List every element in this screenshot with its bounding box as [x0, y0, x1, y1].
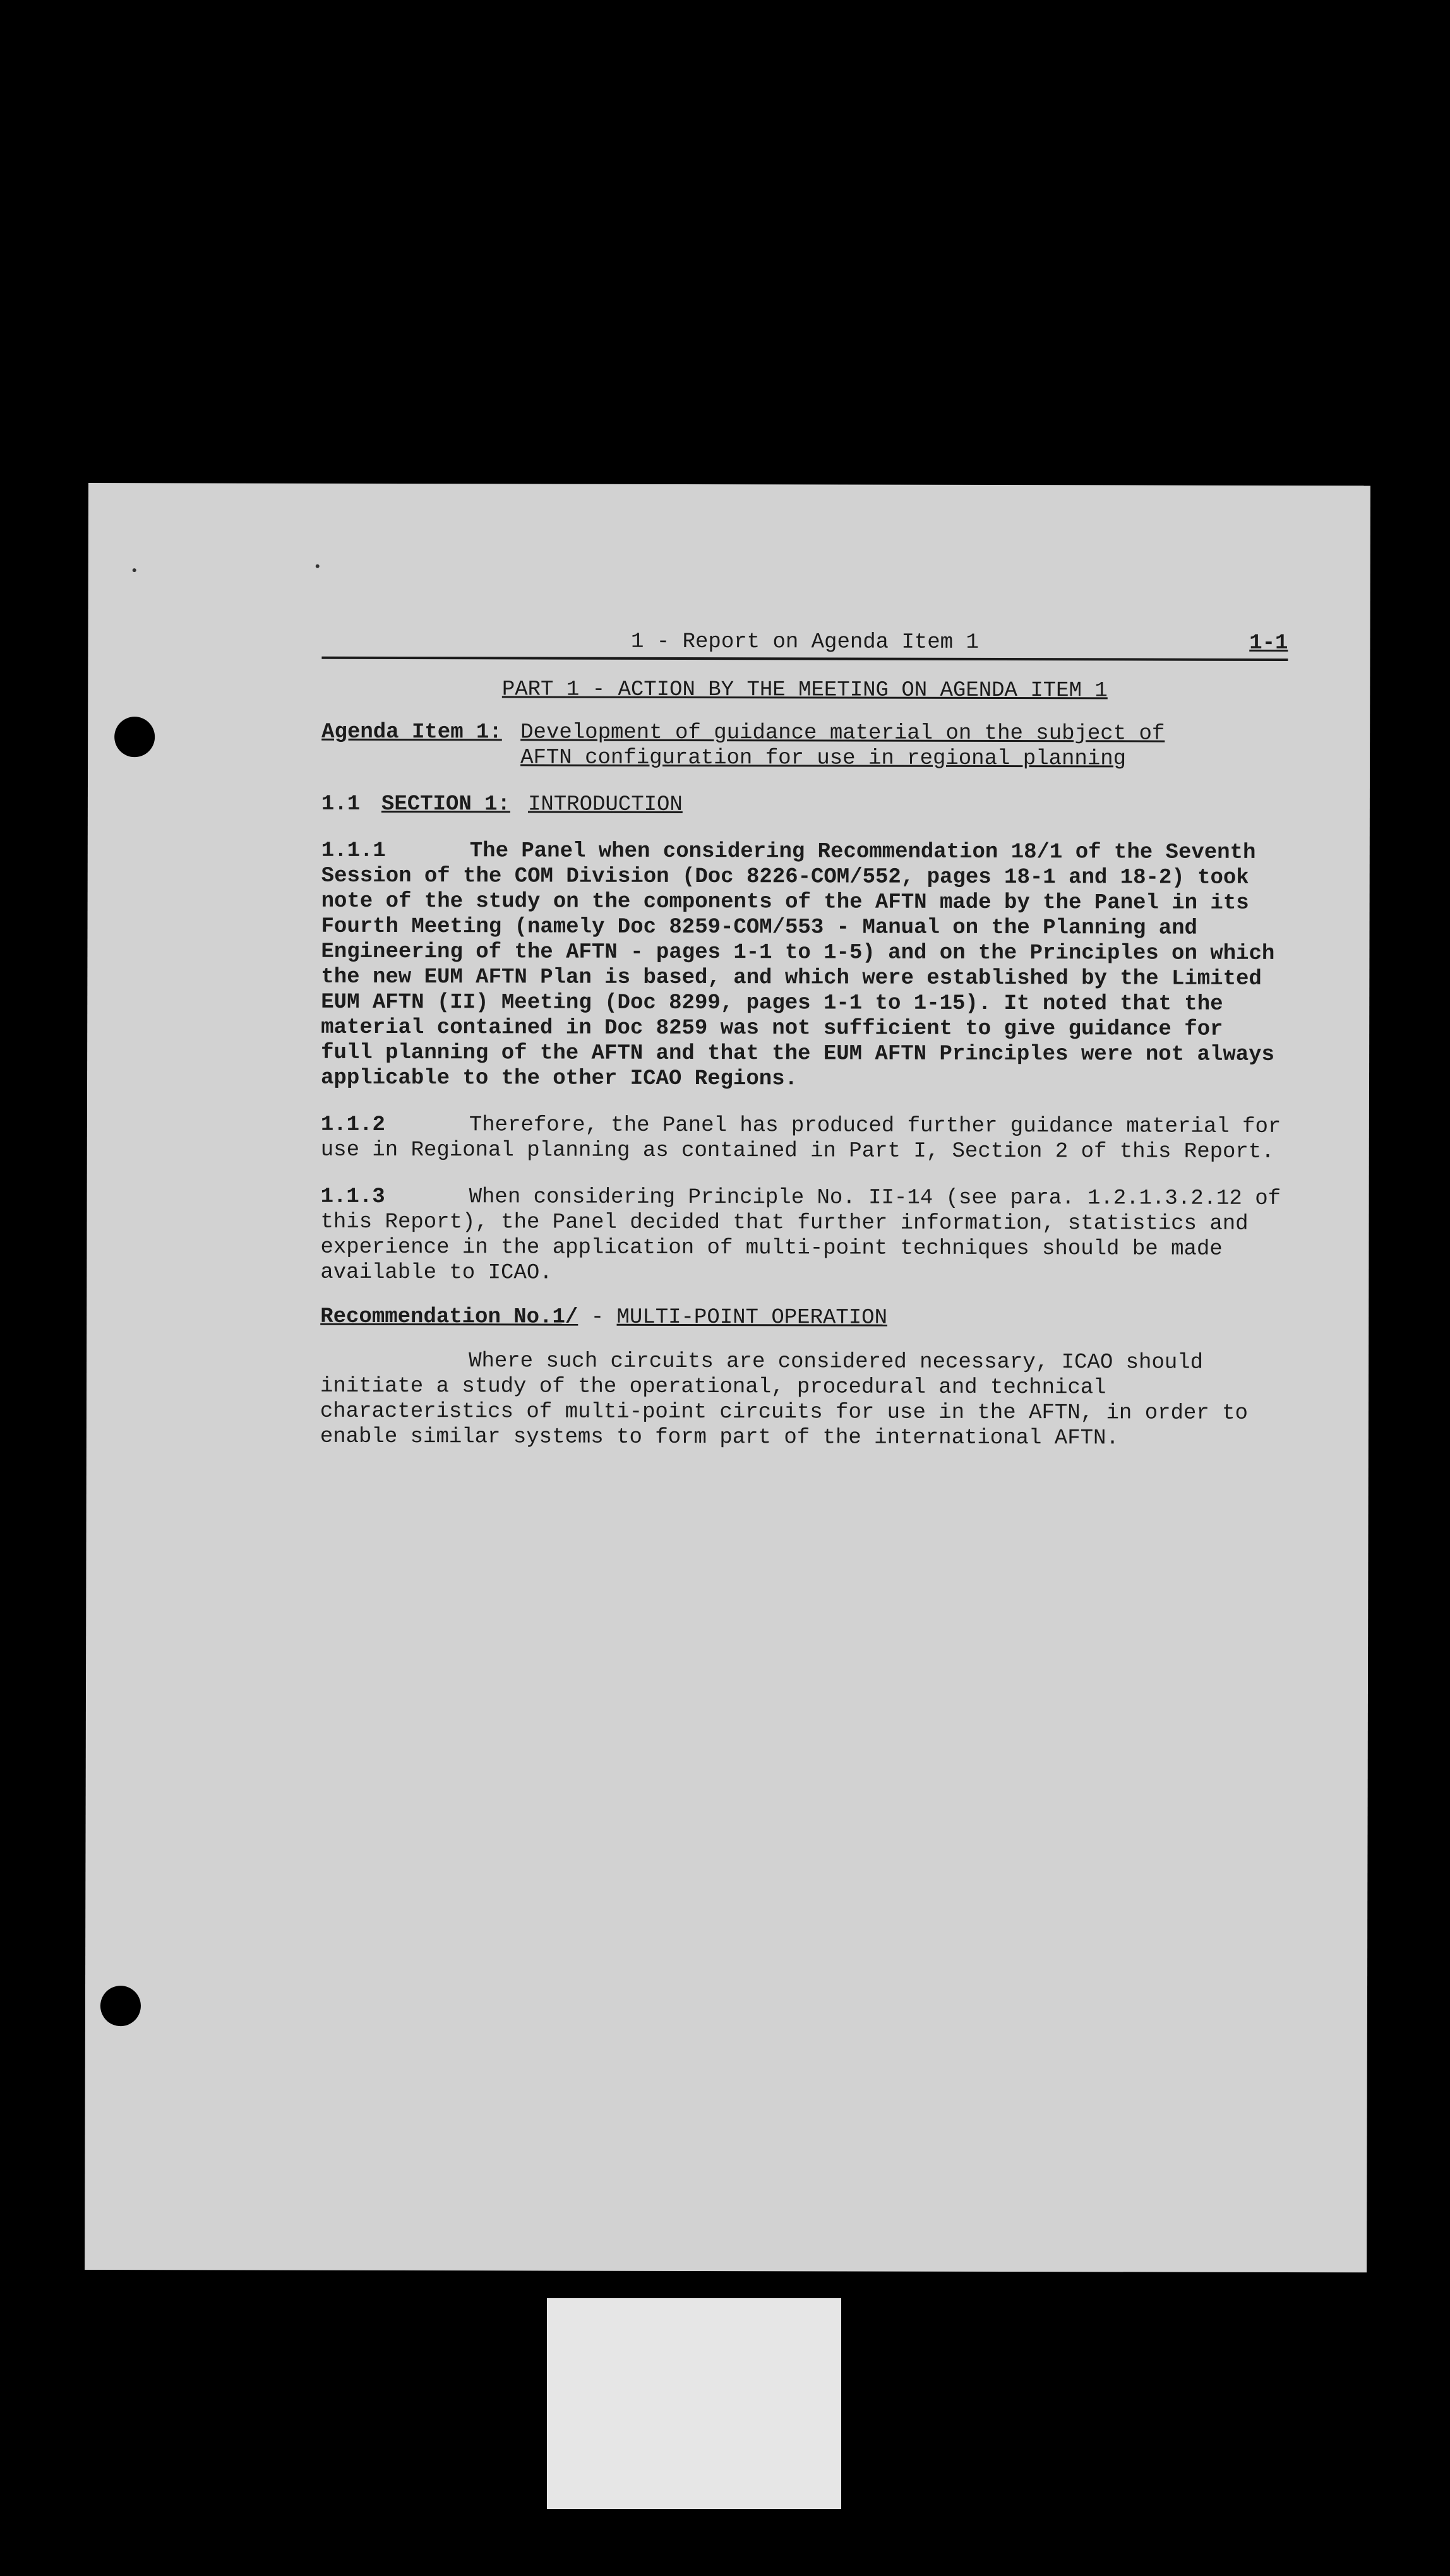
- paragraph-text: The Panel when considering Recommendation 18/1 of the Seventh Session of the COM Division (Doc 8226-COM/552, pages 18-1 and 18-2) took note of the study on the components of the AFTN made by the Panel in its Fourth Meeting (namely Doc 8259-COM/553 - Manual on the Planning and Engineering of the AFTN - pages 1-1 to 1-5) and on the Principles on which the new EUM AFTN Plan is based, and which were established by the Limited EUM AFTN (II) Meeting (Doc 8299, pages 1-1 to 1-15). It noted that the material contained in Doc 8259 was not sufficient to give guidance for full planning of the AFTN and that the EUM AFTN Principles were not always applicable to the other ICAO Regions.: [320, 839, 1275, 1092]
- section-title: INTRODUCTION: [527, 792, 683, 817]
- part-title-text: PART 1 - ACTION BY THE MEETING ON AGENDA ITEM 1: [501, 677, 1108, 703]
- paragraph: [321, 838, 1288, 1093]
- page-number: 1-1: [1249, 631, 1288, 655]
- section-label: SECTION 1:: [381, 792, 511, 817]
- section-heading: [321, 792, 1288, 819]
- section-number: 1.1: [321, 792, 361, 816]
- recommendation-label: Recommendation No.1/: [320, 1304, 578, 1330]
- paragraph-number: 1.1.1: [321, 838, 386, 863]
- agenda-item-label: Agenda Item 1:: [321, 720, 502, 745]
- blank-label-card: [547, 2298, 841, 2509]
- recommendation-title: MULTI-POINT OPERATION: [616, 1305, 888, 1330]
- recommendation-text: Where such circuits are considered necessary, ICAO should initiate a study of the operational, procedural and technical characteristics of multi-point circuits for use in the AFTN, in order to enable similar systems to form part of the international AFTN.: [320, 1349, 1249, 1451]
- header-title: 1 - Report on Agenda Item 1: [630, 629, 979, 655]
- paragraph: [321, 1112, 1287, 1165]
- paragraph-text: When considering Principle No. II-14 (see para. 1.2.1.3.2.12 of this Report), the Panel decided that further information, statistics and experience in the application of multi-point techniques should be made available to ICAO.: [320, 1185, 1281, 1285]
- document-page: [85, 483, 1370, 2272]
- page-content: [320, 629, 1288, 1452]
- agenda-item: [321, 720, 1288, 772]
- paragraph-text: Therefore, the Panel has produced further guidance material for use in Regional planning as contained in Part I, Section 2 of this Report.: [320, 1113, 1281, 1164]
- recommendation-separator: -: [578, 1305, 617, 1330]
- paragraph: [320, 1184, 1286, 1287]
- paragraph-number: 1.1.3: [320, 1184, 385, 1209]
- running-header: [321, 629, 1288, 661]
- punch-hole-top: [114, 717, 155, 757]
- part-title: [321, 677, 1288, 704]
- speck-mark: [316, 564, 320, 568]
- recommendation-heading: [320, 1304, 1286, 1332]
- agenda-item-text: Development of guidance material on the subject of AFTN configuration for use in regional planning: [520, 720, 1165, 772]
- paragraph-number: 1.1.2: [320, 1112, 385, 1137]
- speck-mark: [133, 568, 136, 572]
- punch-hole-bottom: [100, 1986, 141, 2026]
